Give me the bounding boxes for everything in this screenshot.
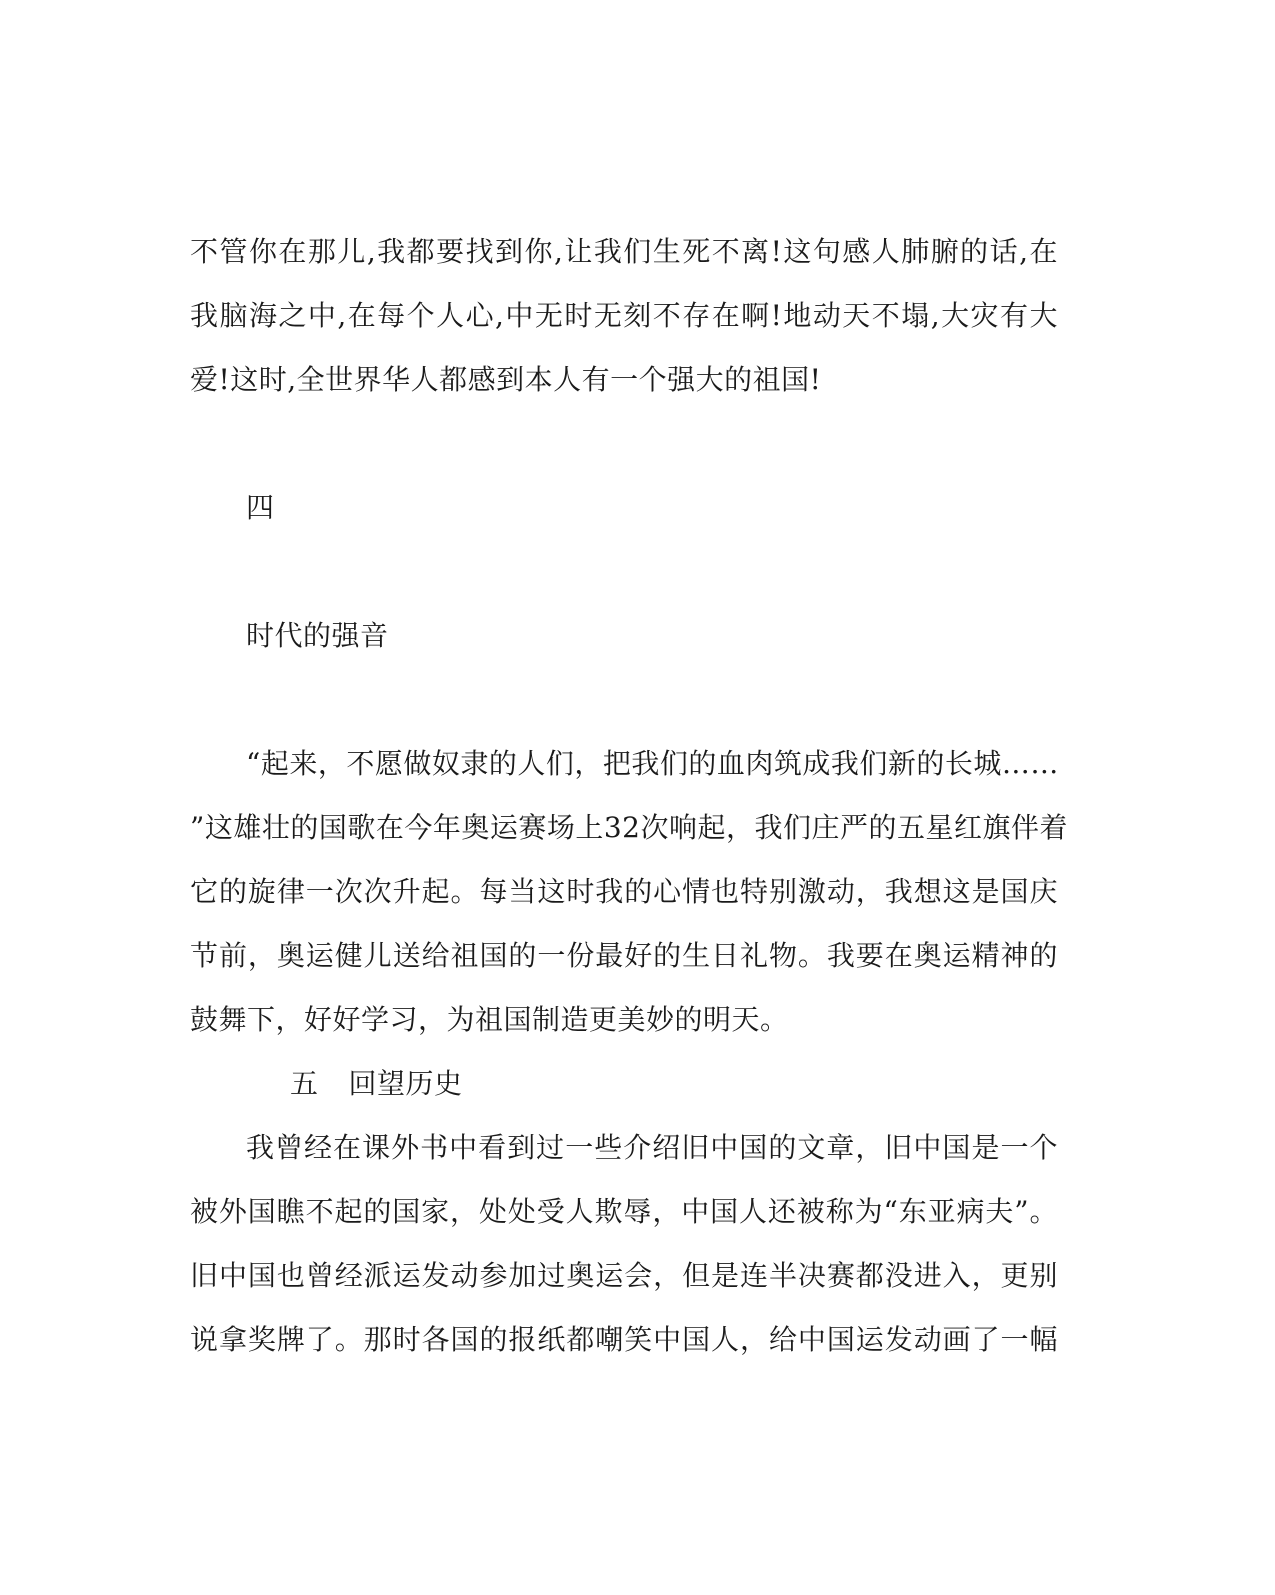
section-4-title: 时代的强音 [246, 619, 389, 652]
paragraph-2-line-3: 它的旋律一次次升起。每当这时我的心情也特别激动，我想这是国庆 [190, 875, 1058, 908]
paragraph-3-line-2: 被外国瞧不起的国家，处处受人欺辱，中国人还被称为“东亚病夫”。 [190, 1195, 1058, 1228]
section-5-title: 回望历史 [348, 1067, 463, 1100]
paragraph-3-line-3: 旧中国也曾经派运发动参加过奥运会，但是连半决赛都没进入，更别 [190, 1259, 1058, 1292]
section-4-number: 四 [246, 491, 275, 524]
paragraph-2-line-5: 鼓舞下，好好学习，为祖国制造更美妙的明天。 [190, 1003, 789, 1036]
paragraph-1-line-3: 爱!这时,全世界华人都感到本人有一个强大的祖国! [190, 363, 822, 396]
section-5-number: 五 [290, 1067, 319, 1100]
section-5-heading [290, 1066, 463, 1102]
paragraph-3-line-4: 说拿奖牌了。那时各国的报纸都嘲笑中国人，给中国运发动画了一幅 [190, 1323, 1058, 1356]
paragraph-2-line-4: 节前，奥运健儿送给祖国的一份最好的生日礼物。我要在奥运精神的 [190, 939, 1058, 972]
paragraph-3-line-1: 我曾经在课外书中看到过一些介绍旧中国的文章，旧中国是一个 [246, 1131, 1058, 1164]
paragraph-1-line-2: 我脑海之中,在每个人心,中无时无刻不存在啊!地动天不塌,大灾有大 [190, 299, 1058, 332]
paragraph-2-line-1: “起来，不愿做奴隶的人们，把我们的血肉筑成我们新的长城…… [246, 747, 1059, 780]
paragraph-2-line-2: ”这雄壮的国歌在今年奥运赛场上32次响起，我们庄严的五星红旗伴着 [190, 811, 1068, 844]
paragraph-1-line-1: 不管你在那儿,我都要找到你,让我们生死不离!这句感人肺腑的话,在 [190, 235, 1058, 268]
